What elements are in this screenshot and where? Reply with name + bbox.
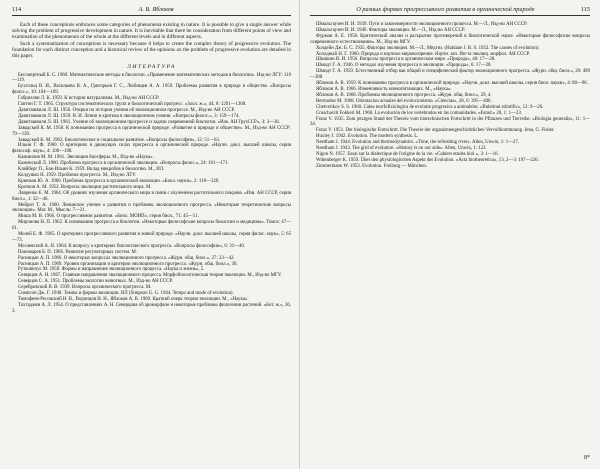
summary-paragraph-2: Such a systematization of conceptions is necessary because it helps to create the complex theory of progressive evolution. The foundation for each distinct conception and a historical review of the opinions on the problem of progressive evolution are detailed in this paper.	[12, 41, 291, 60]
reference-item: Needham J. 1943. The grid of evolution. «History is on our side». Allen, Unwin, 1: 122.	[316, 146, 487, 152]
reference-item: Кротков А. М. 1952. Вопросы эволюции растительного мира. М.	[18, 184, 152, 190]
reference-item: Рутковичус М. 1959. Формы и направления эволюционного процесса. «Наука и жизнь», 5.	[18, 267, 205, 273]
reference-item: Фурман А. Е. 1958. Критический анализ и раскрытие противоречий в биологической науке. «Некоторые философские вопросы современного естествознания». М., Изд-во МГУ.	[310, 33, 590, 45]
reference-item: Шмальгаузен И. И. 1939. Пути и закономерности эволюционного процесса. М.—Л., Изд-во АН СССР.	[316, 22, 528, 27]
reference-item: Расницын А. П. 1966. О некоторых вопросах эволюционного прогресса. «Журн. общ. биол.», 27: 33—42.	[18, 255, 235, 261]
left-running-title: А. В. Яблоков	[138, 6, 174, 13]
reference-item: Шмидт Г. А. 1959. Естественный отбор как общий и специфический фактор эволюционного прогресса. «Журн. общ. биол.», 20: 489—388.	[310, 69, 590, 81]
reference-item: Nigon N. 1957. Essai sur la dialectique de l'origine de la vie. «Cahiers etudes biol.», 3: 1—16.	[316, 151, 499, 157]
reference-item: Zimmermann W. 1953. Evolution. Freiburg — München.	[316, 163, 428, 169]
reference-item: Завадский К. М. 1963. Биологическое и социальное развитие. «Вопросы философии», 12: 51—63.	[18, 137, 221, 143]
left-page-header	[12, 6, 291, 16]
reference-item: Мейрит Т. А. 1960. Ленинское учение о развитии и проблемы эволюционного прогресса. «Некоторые теоретические вопросы эволюции». Маг. М., Мысль: 7—21.	[12, 202, 291, 214]
left-reference-list	[12, 73, 291, 315]
reference-item: Колдушко Н. 1959. Проблема прогресса. М., Изд-во ЛГУ.	[18, 172, 137, 178]
signature-mark: 8*	[584, 455, 590, 461]
reference-item: Каминский Л. 1960. Проблема прогресса в органической эволюции. «Вопросы филос.», 24: 161—171.	[18, 161, 229, 167]
right-reference-list	[310, 22, 590, 170]
reference-item: Симпсон Дж. Г. 1948. Темпы и формы эволюции. ИЛ (Simpson G. G. 1944. Tempo and mode of evolution).	[18, 291, 234, 297]
reference-item: Needham J. 1944. Evolution and thermodynamics. «Time, the refreshing river». Allen, Unwin, 1: 1—27.	[316, 140, 520, 146]
right-page	[300, 0, 600, 469]
reference-item: Chetverikov S. S. 1960. Calea morfofiziologica de evolutie progresiva a animalelor. «Buletinul stiintific», 12: 9—26.	[316, 104, 544, 110]
reference-item: Шмальгаузен И. И. 1946. Факторы эволюции. М.—Л., Изд-во АН СССР.	[316, 27, 466, 33]
reference-item: Яблоков А. В. 1966. Изменчивость млекопитающих. М., «Наука».	[316, 86, 452, 92]
reference-item: Давиташвили Л. Ш. 1956. Очерки по истории учения об эволюционном прогрессе. М., Изд-во АН СССР.	[18, 108, 235, 113]
reference-item: Миша М. В. 1966. О прогрессивном развитии. «Биол. МОИП», серия биол., 71: 45—51.	[18, 214, 199, 220]
reference-item: Пономарев Б. П. 1966. Развитие регуляторных систем. М.	[18, 249, 137, 255]
reference-item: Северцов С. А. 1951. Проблемы экологии животных. М., Изд-во АН СССР.	[18, 279, 173, 285]
reference-item: Bermudez M. 1968. Orientacion actuales del evolucionismo. «Ciencias», 28, 6: 395—406.	[316, 98, 492, 104]
reference-item: Серебровский В. В. 1939. Вопросы органического прогресса. М.	[18, 285, 152, 291]
reference-item: Cruschaviti Fokkeri M. 1960. La evolución de los vertebrados en las comunidades. «Estud.» 20, 1: 1—23.	[316, 110, 522, 116]
reference-item: Лавренко Е. М. 1964. Об уровнях изучения органического мира в связи с изучением растительного покрова. «Изв. АН СССР, серия биол.», 1: 32—46.	[12, 190, 291, 202]
right-page-number: 115	[580, 6, 590, 13]
reference-item: Камшилов М. М. 1961. Эволюция биосферы. М., Изд-во «Наука».	[18, 155, 154, 161]
reference-item: Шмидт Г. А. 1946. О методах изучения прогресса в эволюции. «Природа», 6: 17—28.	[316, 63, 492, 69]
reference-item: Миронова Н. П. 1962. К пониманию прогресса в биологии. «Некоторые философские вопросы биологии и медицины». Томск: 47—61.	[12, 220, 291, 232]
reference-item: Бессмертный Б. С. 1960. Математические методы в биологии. «Применение математических методов в биологии». Изд-во ЛГУ: 110—119.	[12, 72, 291, 84]
right-running-title: О разных формах прогрессивного развития в органической природе	[356, 6, 535, 13]
reference-item: Северцов А. Н. 1967. Главные направления эволюционного процесса. Морфобиологическая теория эволюции. М., Изд-во МГУ.	[18, 273, 282, 279]
right-page-header	[310, 6, 590, 16]
reference-item: Клейберг П., Бак-Ильин К. 1959. Вклад микробов в биологию. М., ИЛ.	[18, 167, 165, 173]
reference-item: Давиташвили Л. Ш. 1961. Учение об эволюционном прогрессе и задачи современной биологии. «Изв. АН ГрузССР», 3: 3—36.	[18, 119, 281, 125]
reference-item: Franz V. 1935. Zum jetzigen Stand der Theorie vom biotechnischen Fortschritt in der Pflanzen und Tierreihe. «Biologia generalis», 11: 1—34.	[310, 116, 590, 128]
summary-paragraph-1: Each of these conceptions embraces some categories of phenomena existing in nature. It is possible to give a single answer while solving the problem of progressive development in nature. It is inevitable that there be consideration from different points of view and examination of the phenomenon of the whole at the different levels and in different aspects.	[12, 22, 291, 41]
reference-item: Бухгольц В. И., Васильева В. А., Григорьев Г. С., Любищев А. А. 1959. Проблемы развития в природе и обществе. «Вопросы филос.», 10: 164—169.	[12, 84, 291, 96]
reference-item: Завадский К. М. 1958. К пониманию прогресса в органической природе. «Развитие в природе и обществе». М., Изд-во АН СССР: 79—120.	[12, 125, 291, 137]
reference-item: Wittenberger K. 1959. Über den physiologischen Aspekt der Evolution. «Acta biotheoretica», 13, 2—3: 197—226.	[316, 157, 539, 163]
reference-item: Молей Е. Ф. 1965. О критериях прогрессивного развития в живой природе. «Научн. докл. высшей школы, серия филос. наук», 5: 65—73.	[12, 232, 291, 243]
reference-item: Холодный Н. Г. 1960. Природа и научное мировоззрение. Научн. зап. Ин-та эволюц. морфол. АН СССР.	[316, 51, 530, 57]
reference-item: Яблоков А. В. 1968. Проблемы эволюционного прогресса. «Журн. общ. биол.», 29, 4.	[316, 92, 492, 98]
reference-item: Крючков Ю. А. 1960. Проблема прогресса в органической эволюции. «Биол. науки», 2: 118—128.	[18, 178, 220, 184]
reference-item: Яблоков А. В. 1959. К пониманию прогресса в органической природе. «Научн. докл. высшей школы, серия биол. науки», 4: 80—96.	[316, 81, 588, 87]
left-page-number: 114	[12, 6, 22, 13]
reference-item: Расницын А. П. 1969. Уровни организации и критерии эволюционного прогресса. «Журн. общ. биол.», 30.	[18, 261, 238, 267]
reference-item: Franz V. 1951. Der biologische Fortschritt. Die Theorie der organismengeschichtlichen Vervollkommnung. Jena, G. Fisher.	[316, 128, 555, 134]
reference-item: Гаптин Г. Т. 1965. Структура систематических групп и биологический прогресс. «Зоол. ж.», 44, 8: 1291—1308.	[18, 102, 247, 108]
reference-item: Мосаевский А. Н. 1964. К вопросу о критериях биологического прогресса. «Вопросы философии», 6: 31—40.	[18, 243, 246, 249]
reference-item: Шишкин В. И. 1956. Вопросы прогресса в органическом мире. «Природа», 46: 17—28.	[316, 57, 496, 63]
reference-item: Холдейн Дж. Б. С. 1935. Факторы эволюции. М.—Л., Медгиз. (Haldane J. B. S. 1932. The causes of evolution).	[316, 45, 540, 51]
reference-item: Huxley J. 1942. Evolution. The modern synthesis. L.	[316, 134, 419, 140]
reference-item: Габриэлян Л. К. 1959. К истории натурализма. М., Изд-во АН СССР.	[18, 96, 160, 102]
reference-item: Ильин Г. Ф. 1960. О критериях и движущих силах прогресса в органической природе. «Научн. докл. высшей школы, серия философ. наук», 4: 100—108.	[12, 143, 291, 155]
literature-heading: ЛИТЕРАТУРА	[127, 63, 176, 70]
reference-item: Давиташвили Л. Ш. 1959. В. И. Ленин и критика в эволюционном учении. «Вопросы филос.», 3: 159—174.	[18, 113, 240, 119]
reference-item: Тимофеев-Ресовский Н. В., Воронцов Н. Н., Яблоков А. В. 1969. Краткий очерк теории эволюции. М., «Наука».	[18, 297, 249, 302]
reference-item: Тахтаджян А. Л. 1954. О представлениях А. Н. Северцова об ароморфозе и некоторые проблемы филогении растений. «Бот. ж.», 36, 3.	[12, 302, 291, 314]
